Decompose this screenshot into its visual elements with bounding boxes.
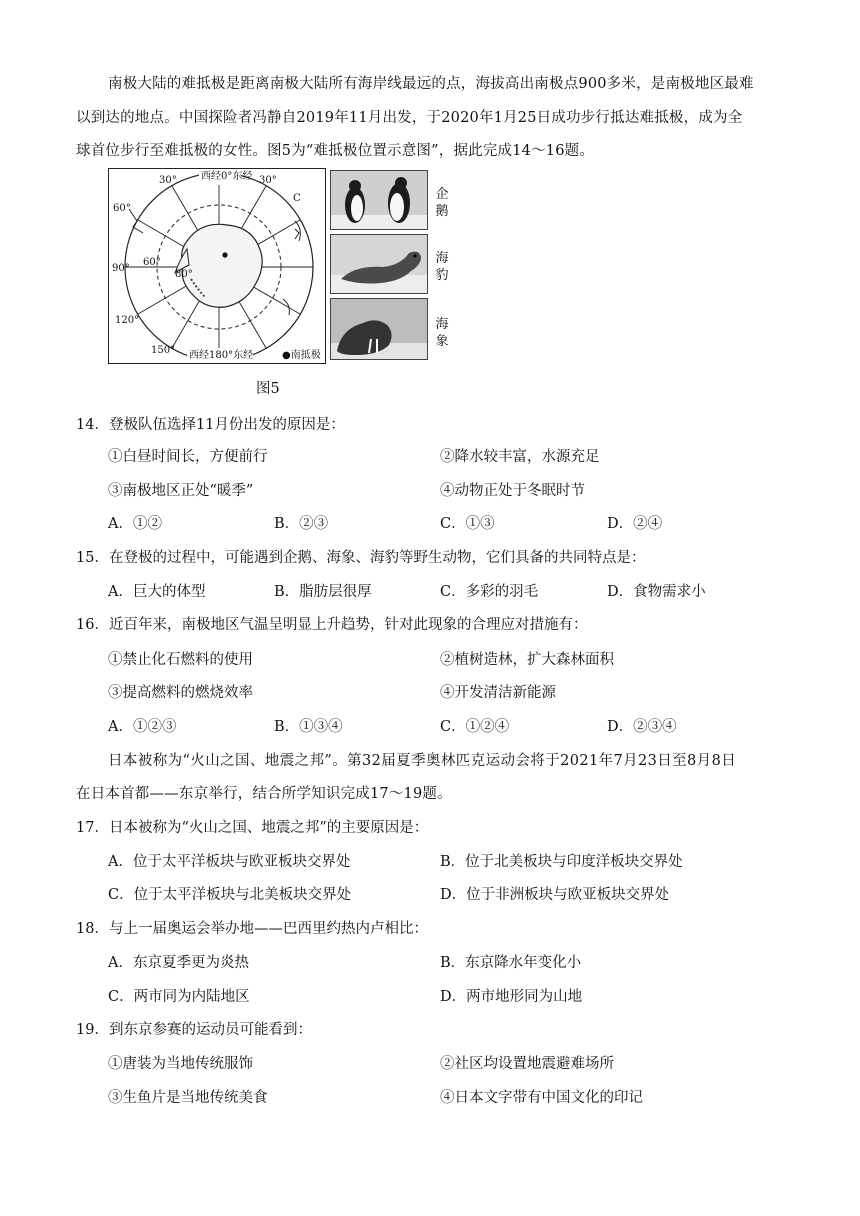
lon-label: 150° xyxy=(151,345,176,356)
lon-label: 30° xyxy=(159,175,177,186)
q14-option-c: C．①③ xyxy=(440,516,495,532)
q14-statement-1: ①白昼时间长，方便前行 xyxy=(108,449,268,465)
q14-option-b: B．②③ xyxy=(274,516,329,532)
q18-stem: 18．与上一届奥运会举办地——巴西里约热内卢相比： xyxy=(76,921,428,937)
q16-option-d: D．②③④ xyxy=(607,719,677,735)
lon-label: 60° xyxy=(113,203,131,214)
q16-statement-2: ②植树造林，扩大森林面积 xyxy=(440,652,614,668)
q15-option-c: C．多彩的羽毛 xyxy=(440,584,539,600)
q16-option-a: A．①②③ xyxy=(108,719,177,735)
map-top-label: 西经0°东经 xyxy=(201,171,253,182)
penguin-photo xyxy=(330,170,428,230)
photo-label-seal: 海豹 xyxy=(435,251,449,283)
q19-statement-1: ①唐装为当地传统服饰 xyxy=(108,1056,253,1072)
q15-option-a: A．巨大的体型 xyxy=(108,584,206,600)
q14-statement-3: ③南极地区正处“暖季” xyxy=(108,483,254,499)
figure-caption: 图5 xyxy=(256,381,280,397)
q16-stem: 16．近百年来，南极地区气温呈明显上升趋势，针对此现象的合理应对措施有： xyxy=(76,617,588,633)
q19-statement-4: ④日本文字带有中国文化的印记 xyxy=(440,1090,643,1106)
walrus-photo xyxy=(330,298,428,360)
q19-stem: 19．到东京参赛的运动员可能看到： xyxy=(76,1022,312,1038)
q17-option-b: B．位于北美板块与印度洋板块交界处 xyxy=(440,854,683,870)
q16-option-b: B．①③④ xyxy=(274,719,343,735)
q14-stem: 14．登极队伍选择11月份出发的原因是： xyxy=(76,417,345,433)
map-legend: ●南抵极 xyxy=(282,350,321,361)
q15-option-b: B．脂肪层很厚 xyxy=(274,584,372,600)
q17-option-a: A．位于太平洋板块与欧亚板块交界处 xyxy=(108,854,351,870)
q15-option-d: D．食物需求小 xyxy=(607,584,706,600)
pole-inaccessibility-dot xyxy=(222,252,227,257)
q19-statement-3: ③生鱼片是当地传统美食 xyxy=(108,1090,268,1106)
photo-label-penguin: 企鹅 xyxy=(435,187,449,219)
q16-statement-3: ③提高燃料的燃烧效率 xyxy=(108,685,253,701)
q16-statement-1: ①禁止化石燃料的使用 xyxy=(108,652,253,668)
q17-stem: 17．日本被称为“火山之国、地震之邦”的主要原因是： xyxy=(76,820,429,836)
q14-option-d: D．②④ xyxy=(607,516,663,532)
q17-option-c: C．位于太平洋板块与北美板块交界处 xyxy=(108,887,352,903)
q15-stem: 15．在登极的过程中，可能遇到企鹅、海象、海豹等野生动物，它们具备的共同特点是： xyxy=(76,550,646,566)
q18-option-c: C．两市同为内陆地区 xyxy=(108,989,250,1005)
intro2-line-2: 在日本首都——东京举行，结合所学知识完成17～19题。 xyxy=(76,786,452,802)
q16-statement-4: ④开发清洁新能源 xyxy=(440,685,556,701)
intro-line-1: 南极大陆的难抵极是距离南极大陆所有海岸线最远的点，海拔高出南极点900多米，是南极地区最难 xyxy=(108,76,754,92)
photo-label-walrus: 海象 xyxy=(435,317,449,349)
q18-option-d: D．两市地形同为山地 xyxy=(440,989,583,1005)
q14-statement-4: ④动物正处于冬眠时节 xyxy=(440,483,585,499)
q16-option-c: C．①②④ xyxy=(440,719,510,735)
lon-label: 60° xyxy=(143,257,161,268)
q17-option-d: D．位于非洲板块与欧亚板块交界处 xyxy=(440,887,670,903)
intro-line-3: 球首位步行至难抵极的女性。图5为“难抵极位置示意图”，据此完成14～16题。 xyxy=(76,143,595,159)
lon-label: 90° xyxy=(112,263,130,274)
intro-line-2: 以到达的地点。中国探险者冯静自2019年11月出发，于2020年1月25日成功步行抵达难抵极，成为全 xyxy=(76,110,743,126)
figure-5 xyxy=(108,168,464,364)
q19-statement-2: ②社区均设置地震避难场所 xyxy=(440,1056,614,1072)
q18-option-a: A．东京夏季更为炎热 xyxy=(108,955,249,971)
antarctica-map xyxy=(108,168,326,364)
lon-label: C xyxy=(293,193,301,204)
map-bottom-label: 西经180°东经 xyxy=(189,350,254,361)
q18-option-b: B．东京降水年变化小 xyxy=(440,955,582,971)
lon-label: 30° xyxy=(259,175,277,186)
q14-statement-2: ②降水较丰富，水源充足 xyxy=(440,449,600,465)
seal-photo xyxy=(330,234,428,294)
lon-label: 120° xyxy=(115,315,140,326)
lon-label: 80° xyxy=(175,269,193,280)
q14-option-a: A．①② xyxy=(108,516,162,532)
intro2-line-1: 日本被称为“火山之国、地震之邦”。第32届夏季奥林匹克运动会将于2021年7月23日至8月8日 xyxy=(108,753,737,769)
